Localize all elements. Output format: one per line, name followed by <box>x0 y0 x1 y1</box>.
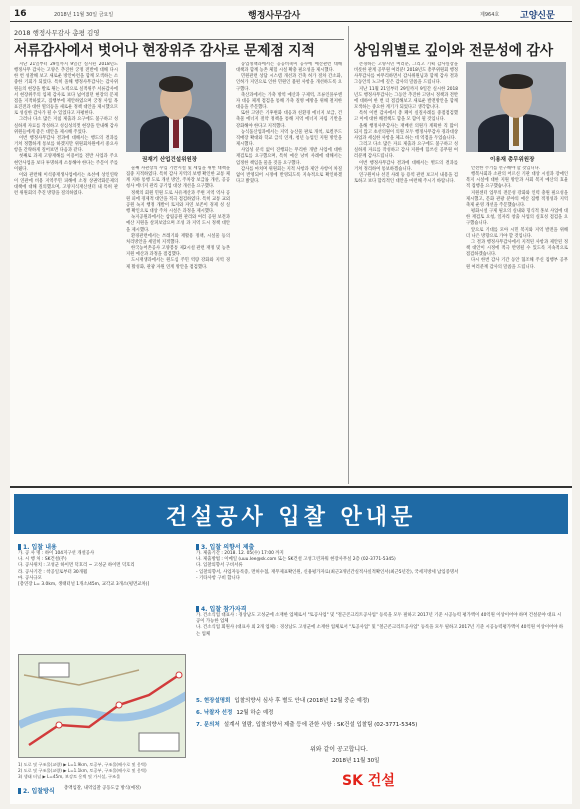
map-graphic <box>19 655 186 758</box>
paper-name: 고양신문 <box>520 11 555 21</box>
section-bid-content-title: 1. 입찰 내용 <box>18 542 57 551</box>
winner-selection-title: 6. 낙찰자 선정 <box>196 710 233 716</box>
committee-chair-photo <box>126 62 226 152</box>
paragraph: 녹지공원과에서는 삼림공원 관리와 여러 공원 보전과 예산 지원을 살펴보았으며 조성 과 지역 도시 정책 대안을 제시했다. <box>126 215 230 233</box>
bid-notice-ad <box>10 486 572 804</box>
ad-line: 나. 건소식업 회원사 (대표사 외 2개 업체) : 경상남도 고성군에 소재한 업체로서 "토공사업" 및 "철근콘크리트공사업" 등록을 모두 필하고 2017년 기준 시공능력평가액이 40억원 이상이어야 하는 업체 <box>196 625 564 637</box>
issue-number: 제964호 <box>480 12 500 18</box>
paragraph: 사업성 분석 없이 진행되는 무리한 개발 사업에 대한 재검토를 요구했으며, 특히 예산 낭비 사례에 대해서는 엄정한 책임을 물을 것을 요구했다. <box>236 148 342 166</box>
photo-hair <box>159 76 193 92</box>
paragraph: 농업정책과에서는 공공비축미 공수에 예산관련 대해 대책과 함께 농촌 체험 시설 확충 필요성을 제시했다. <box>236 62 342 74</box>
legend-item: 1) 도로 및 구조물(교량) ▶ L=1.9km, 토공부, 구조물(배수로 및 옹벽) <box>18 762 147 767</box>
ad-line: 다. 공사위치 : 고성군 하이면 덕호리 ~ 고성군 하이면 덕호리 <box>18 563 135 569</box>
section-bid-method: 총액입찰, 내역입찰 공동도급 방식(예정) <box>64 786 141 791</box>
paragraph: 지원센터 업무의 전문성 강화와 인력 충원 필요성을 제시했고, 문화 관광 분야의 예산 집행 적정성과 지역 축제 운영 개선을 주문했습니다. <box>466 190 568 208</box>
paragraph: 감사를 마치며 위원회는 지적 사항과 제안 사항이 차질 없이 반영되어 시정에 반영되도록 지속적으로 확인하겠다고 밝혔다. <box>236 166 342 184</box>
ad-line: [총연장 L= 3.0km, 생태터널 1개소/45m, 교각교 3개소(평면교차)] <box>18 582 150 588</box>
contact-title: 7. 문의처 <box>196 722 220 728</box>
paragraph: 지난 11월 21일부터 29일까지 9일간 실시한 2018년도 행정사무감사는 그동안 추진한 고양시 정책과 전반에 대하여 한 번 더 점검해보고 새로운 발전방안을 함께 모색하는 중요한 계기가 되었다고 생각합니다. <box>354 86 458 111</box>
paragraph: 도시재생과에서는 원도심 주민 역량 강화와 지역 경제 활성화, 관광 자원 연계 방안을 점검했다. <box>126 258 230 270</box>
ad-line: 나. 제출방법 : 이메일 (uuu.lee@sk.com 또는 SK건설 고성그린파워 현장사무실 2층 (02-3771-5345) <box>196 557 396 563</box>
left-article-headline: 서류감사에서 벗어나 현장위주 감사로 문제점 지적 <box>14 43 315 59</box>
page-number: 16 <box>14 9 27 19</box>
paragraph: 한국농어촌공사 고양봉통 제2시설 관련 재정 및 농촌 지원 예산과 과정을 점검했다. <box>126 246 230 258</box>
paragraph: 그리고 다소 많은 자료 제출과 요구에도 불구하고 성실하게 자료를 작성하고 감사 지원에 힘쓰신 공무원 여러분께 감사드립니다. <box>354 142 458 160</box>
paragraph: 존경하는 고양시민 여러분, 그리고 기획 감사실장을 비롯한 관계 공무원 여러분! 2018년도 총무위원회 행정사무감사를 마무리하면서 감사위원님과 함께 감사 결과 그동안의 노고에 깊은 감사의 말씀을 드립니다. <box>354 62 458 86</box>
paragraph: 평화시설 구제 필요의 실내와 형식적 홍보 사업에 대한 재검토 요청, 일자리 창출 사업의 실효성 점검을 요구했습니다. <box>466 209 568 227</box>
ad-line: 가. 공 사 명 : 하이 104지구선 개설공사 <box>18 551 95 556</box>
paragraph: 정책의 회원 민원 도로 사유재산과 주변 지역 역사 공원 피에 경제적 대안을 적극 점검하였다. 특히 교통 교외 공원 녹지 행정 개발이 토지와 자연 보존이 경제 성 실 행 확인으로 대상 주차 시설은 과정을 제시했다. <box>126 190 230 215</box>
site-briefing-title: 5. 현장설명회 <box>196 698 231 704</box>
right-article-headline: 상임위별로 깊이와 전문성에 감사 <box>354 43 553 59</box>
section-qualification-title: 4. 입찰 참가자격 <box>196 604 246 613</box>
ad-line: 가. 건소식업 대표사 : 경상남도 고성군에 소재한 업체로서 "토공사업" 및 "철근콘크리트공사업" 등록을 모두 필하고 2017년 기준 시공능력 평가액이 40억원 이상이어야 하며 건설분야 대표 시공이 가능한 업체 <box>196 613 562 625</box>
article-kicker: 2018 행정사무감사 총평 김영 <box>14 28 344 40</box>
paragraph: 다시 한번 감사 기간 동안 협조해 주신 집행부 공무원 여러분께 감사의 말씀을 드립니다. <box>466 258 568 270</box>
winner-selection <box>196 708 273 716</box>
contact-text: 설계서 열람, 입찰의향서 제출 등에 관한 사항 : SK건설 입찰팀 (02-3771-5345) <box>223 722 418 728</box>
section-bid-content <box>18 551 188 588</box>
publication-date: 2018년 11월 30일 금요일 <box>54 12 114 18</box>
paragraph: 이와 관련해 이석중재생사업에서는 초선에 상인연락이 연관에 비용 지역주민 피해에 소정 상권약화문제의 대책에 대해 질의했으며, 고양지식재산센터 내 특허 관련 위원회의 추진 방향을 질의하였다. <box>14 172 118 197</box>
paragraph: 지난 21일부터 29일까지 9일간 실시된 2018년도 행정사무 감사는 고양은 추진한 궁정 전반에 대해 다시 한 번 성찰해 보고 새로운 방안마련을 함께 모색하는 소중한 기회가 되었다. 특히 올해 행정사무감사는 감사위원들의 현장을 발로 뛰는 노력으로 실적위주 서류감사에서 현장위주의 입체 감사로 보다 넓어졌던 현장의 문제점을 지적하였고, 집행부에 제안하였으며 궁정 사업 목표진전과 대한 열의등을 새로운 정책 대안을 제시했으므로 성실한 감사가 될 수 있었다고 자평한다. <box>14 62 118 117</box>
paragraph: 농식품산업과에서는 지역 농산물 판로 개척, 로컬푸드 직매장 확대와 학교 급식 연계, 청년 농업인 지원 방안을 제시했다. <box>236 129 342 148</box>
left-article-column-2 <box>126 166 230 482</box>
photo-tie <box>513 116 519 146</box>
column-divider <box>348 26 349 484</box>
committee-chair-photo-right <box>466 62 566 152</box>
page-header <box>10 6 572 22</box>
section-intent <box>196 551 564 582</box>
contact <box>196 720 417 728</box>
photo-hair <box>499 74 533 89</box>
ad-line: - 입찰의향서, 사업자등록증, 면허수첩, 재무제표확인원, 신용평가자료(최근3개년간실적사실적확인서(최근5년간), 국세지방세 납입증명서 <box>196 569 459 575</box>
announcement-line: 위와 같이 공고합니다. <box>310 746 368 753</box>
ad-banner <box>14 494 568 534</box>
paragraph: 앞으로 기대를 모아 시민 복지와 지역 발전을 위해 더 나은 방향으로 가야 할 것입니다. <box>466 227 568 239</box>
ad-banner-title: 건설공사 입찰 안내문 <box>165 505 417 530</box>
company-logo: SK 건설 <box>342 773 395 789</box>
legend-item: 3) 생태 터널 ▶ L=45m, 보강토 옹벽 및 가시설, 구조물 <box>18 774 121 779</box>
right-article-column-2 <box>466 166 568 482</box>
paragraph: 그러나 다소 많은 지침 제출과 요구에도 불구하고 성실하게 자료를 작성하고 성심성의껏 현장을 안내해 감사위원들에게 좋은 대안을 제시해 주었다. <box>14 117 118 135</box>
paragraph: 특히 이번 감사에서 총 페이 실질사례를 중점점검했고 이에 대한 해결책도 함을 모 함이 될 것입니다. <box>354 111 458 123</box>
newspaper-page <box>10 6 572 804</box>
paragraph: 환경관련에서는 쓰레기와 재활용 정책, 시설물 등의 처리방안을 세밀히 지적했다. <box>126 233 230 245</box>
paragraph: 민원관련 상담 시스템 개선과 건축 허가 절차 간소화, 인허가 지연으로 인한 민원인 불편 사항을 개선하도록 요구했다. <box>236 74 342 92</box>
announcement-date: 2018년 11월 30일 <box>332 758 380 764</box>
paragraph: 올해 행정사무감사는 재배선 의원가 계획한 직 많이 되지 않고 초선의원이 의원 모두 행정사무감사 경과대상 사업과 세심한 사항을 체크 하는 데 역점을 두었습니다. <box>354 123 458 141</box>
paragraph: 행복사회과 소관의 어르신 기관 대상 시설과 장애인 복지 시설에 대한 지원 방안과 사회 복지 예산의 효율적 집행을 요구했습니다. <box>466 172 568 190</box>
paragraph: 연구원이나 선진 사례 등 용역 관련 보고서 내용을 검토하고 보다 합리적인 대안을 마련해 주시기 바랍니다. <box>354 172 458 184</box>
section-qualification <box>196 613 564 638</box>
left-article-column-3 <box>236 62 342 482</box>
photo-tie <box>173 118 179 148</box>
photo-caption-right: 이용재 총무위원장 <box>490 157 535 163</box>
ad-line: 마. 공사규모 <box>18 575 42 581</box>
legend-item: 2) 도로 및 구조물(교량) ▶ L=1.1km, 토공부, 구조물(배수로 및 옹벽) <box>18 768 147 773</box>
paragraph: 첫째로 과제 고양재해를 이용어를 전반 사업과 주요현안사업을 보다 투명하게 소통해야 한다는 주문이 주를 이뤘다. <box>14 154 118 172</box>
paragraph: 또한 고양은 기후변화 대응과 친환경 에너지 보급, 건축물 에너지 절약 정책을 통해 지역 에너지 자립 기반을 강화해야 한다고 지적했다. <box>236 111 342 129</box>
ad-line: 다. 입찰의향서 구비서류 <box>196 563 243 569</box>
ad-line: 라. 공사기간 : 착공일로부터 30개월 <box>18 569 88 575</box>
site-briefing-text: 입찰의향서 심사 후 별도 안내 (2018년 12월 중순 예정) <box>234 698 370 704</box>
photo-caption: 권재기 산업건설위원장 <box>142 157 198 163</box>
paragraph: 축산과에서는 가축 방역 예산과 구제역, 조류인플루엔자 대응 체계 점검을 통해 가축 질병 예방을 위해 철저한 대응을 주문했다. <box>236 92 342 111</box>
project-location-map <box>18 654 186 758</box>
left-article-column-1 <box>14 62 118 482</box>
section-bid-method-title: 2. 입찰방식 <box>18 786 55 795</box>
right-article-column-1 <box>354 62 458 482</box>
ad-line: - 기타사항 구비 합니다 <box>196 575 240 581</box>
ad-line: 나. 시 행 처 : SK건설(주) <box>18 557 67 563</box>
map-legend <box>18 762 147 780</box>
winner-selection-text: 12월 하순 예정 <box>236 710 274 716</box>
ad-line: 가. 제출기간 : 2018. 12. 05(수) 17:00 까지 <box>196 551 284 556</box>
section-title: 행정사무감사 <box>248 11 301 21</box>
section-intent-title: 3. 입찰 의향서 제출 <box>196 542 254 551</box>
paragraph: 안전한 주거를 선구해야 할 것입니다. <box>471 166 541 171</box>
paragraph: 이번 행정사무감사 결과에 대해서는 행도의 결과를 거쳐 정했하게 통보를 하겠지만 위원회차원에서 중요사항을 간략하게 짚어보면 다음과 같다. <box>14 135 118 154</box>
site-briefing <box>196 696 369 704</box>
paragraph: 이번 행정사무감사 결과에 대해서는 별도의 결과를 거쳐 정리하여 통보하겠습니다. <box>354 160 458 172</box>
paragraph: 그 결과 행정사무감사에서 지적된 사항과 제안된 정책 대안이 시정에 적극 반영될 수 있도록 지속적으로 점검하겠습니다. <box>466 239 568 258</box>
paragraph: 둘째 자관장의 수입 기반시설 및 세입을 위한 대책을 집중 지적하였다. 특히 감사 지역의 보행 확인한 교통 체계 지하 통행 도로 개선 방안, 주차장 보급률 개선, 공공청사 에너지 관리 공기업 대상 개선을 요구했다. <box>126 166 230 190</box>
